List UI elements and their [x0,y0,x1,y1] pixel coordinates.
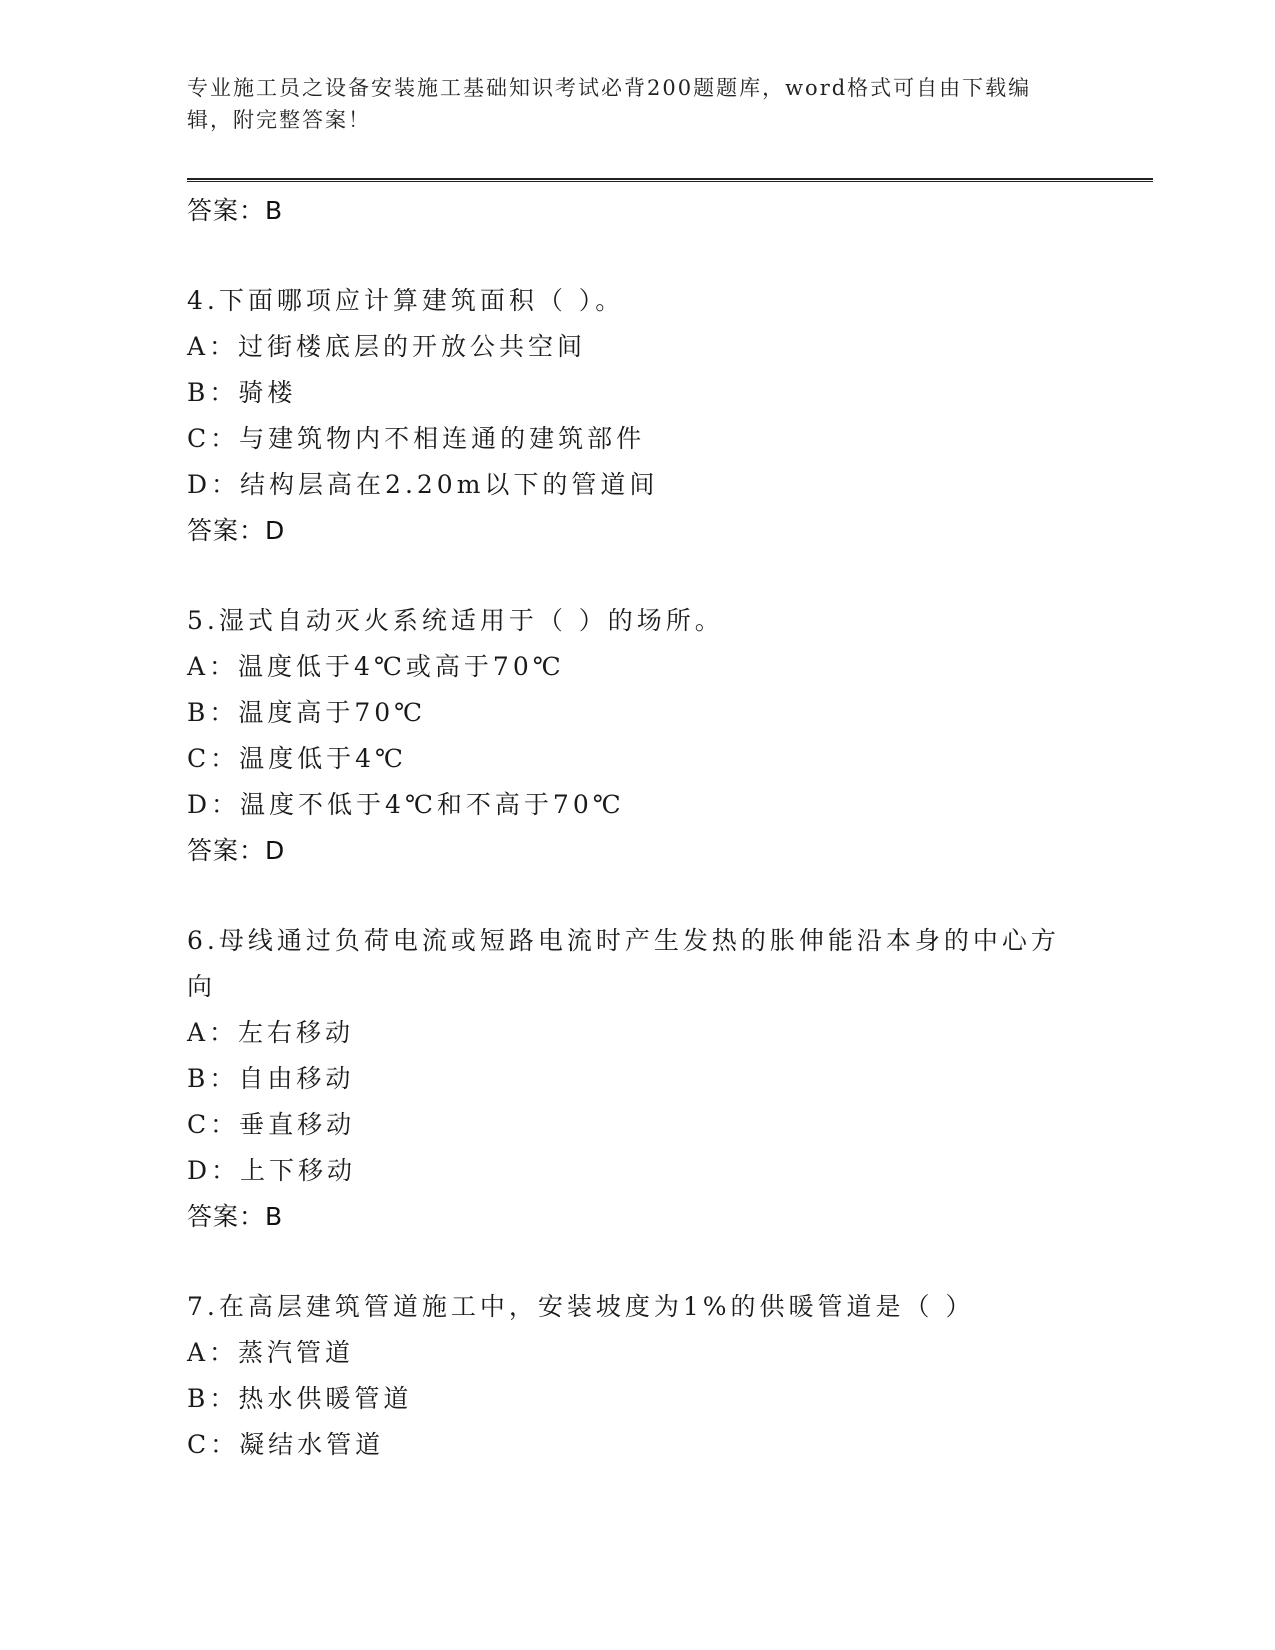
answer-label: 答案：B [187,196,284,225]
question-text: 5.湿式自动灭火系统适用于（ ）的场所。 [187,606,724,635]
question-block-5 [187,598,1087,874]
document-header: 专业施工员之设备安装施工基础知识考试必背200题题库，word格式可自由下载编辑，附完整答案！ [187,76,1032,132]
answer-label: 答案：B [187,1202,284,1231]
option-c: C：温度低于4℃ [187,744,408,773]
option-c: C：垂直移动 [187,1110,356,1139]
answer-label: 答案：D [187,516,286,545]
answer-label: 答案：D [187,836,286,865]
option-c: C：凝结水管道 [187,1430,385,1459]
option-b: B：骑楼 [187,378,297,407]
option-a: A：过街楼底层的开放公共空间 [187,332,587,361]
question-text: 4.下面哪项应计算建筑面积（ ）。 [187,286,625,315]
option-b: B：温度高于70℃ [187,698,427,727]
option-d: D：结构层高在2.20m以下的管道间 [187,470,659,499]
question-block-4 [187,278,1087,554]
question-text: 7.在高层建筑管道施工中，安装坡度为1%的供暖管道是（ ） [187,1292,975,1321]
option-a: A：左右移动 [187,1018,355,1047]
question-text: 6.母线通过负荷电流或短路电流时产生发热的胀伸能沿本身的中心方向 [187,926,1060,1001]
header-divider [187,178,1153,182]
option-c: C：与建筑物内不相连通的建筑部件 [187,424,646,453]
question-block-6 [187,918,1087,1240]
question-list [187,188,1087,1468]
option-a: A：温度低于4℃或高于70℃ [187,652,565,681]
option-a: A：蒸汽管道 [187,1338,355,1367]
option-d: D：上下移动 [187,1156,357,1185]
option-b: B：自由移动 [187,1064,355,1093]
option-d: D：温度不低于4℃和不高于70℃ [187,790,625,819]
option-b: B：热水供暖管道 [187,1384,413,1413]
question-block-7 [187,1284,1087,1468]
answer-block-3 [187,188,1087,234]
